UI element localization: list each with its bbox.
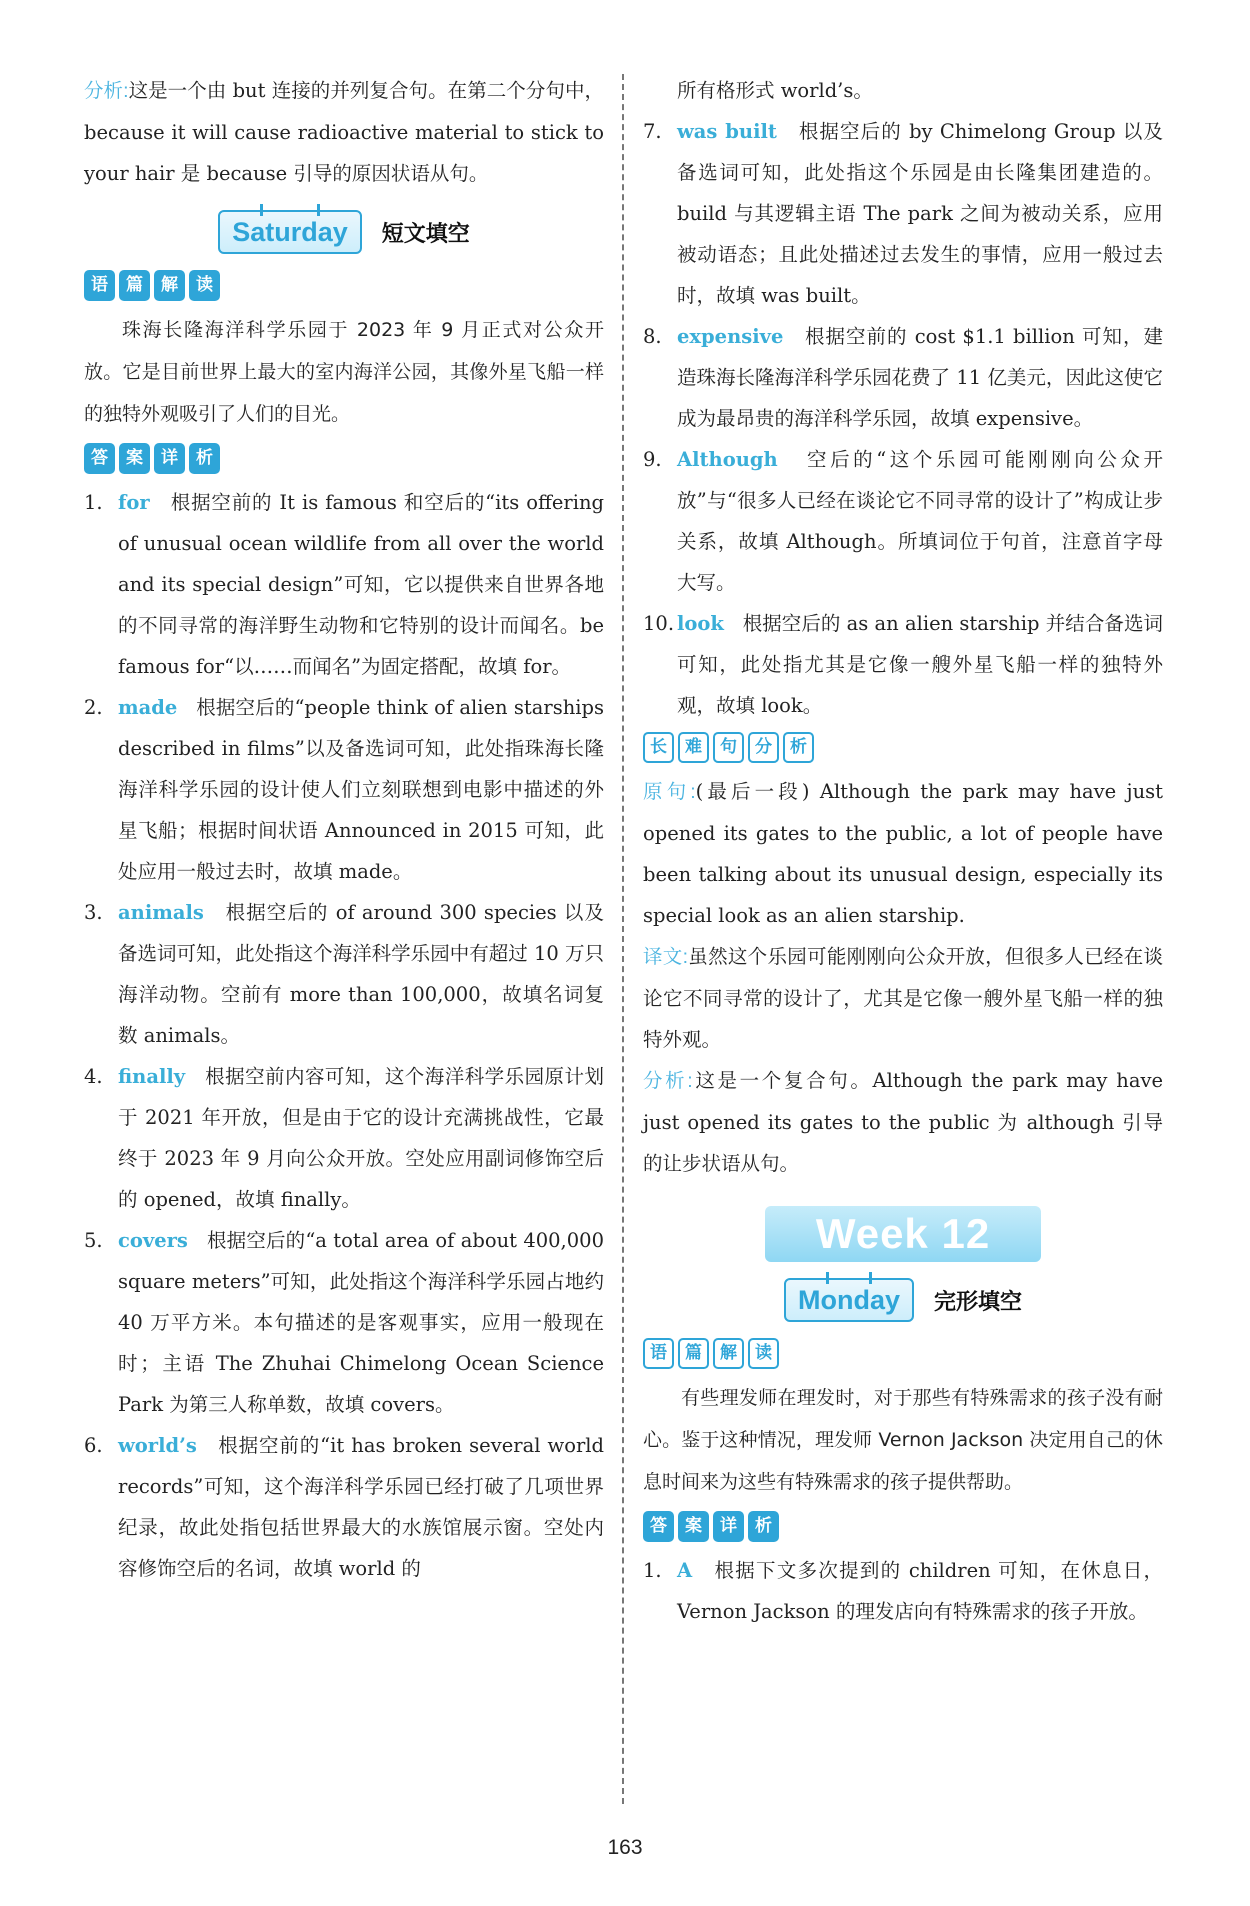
translation-text: 虽然这个乐园可能刚刚向公众开放，但很多人已经在谈论它不同寻常的设计了，尤其是它像一艘外星飞船一样的独特外观。	[643, 945, 1163, 1051]
heading-char: 析	[189, 443, 220, 474]
item-answer: Although	[677, 448, 778, 471]
sentence-analysis-heading	[643, 732, 1163, 763]
answer-item	[643, 603, 1163, 726]
heading-char: 长	[643, 732, 674, 763]
item-explanation: 根据空后的 as an alien starship 并结合备选词可知，此处指尤其是它像一艘外星飞船一样的独特外观，故填 look。	[677, 612, 1163, 717]
answer-section-heading	[84, 443, 604, 474]
analysis-text: 这是一个复合句。Although the park may have just opened its gates to the public 为 although 引导的让步状语从句。	[643, 1069, 1164, 1175]
answer-list	[84, 482, 604, 1589]
item-explanation: 根据空前的 cost $1.1 billion 可知，建造珠海长隆海洋科学乐园花费了 11 亿美元，因此这使它成为最昂贵的海洋科学乐园，故填 expensive。	[677, 325, 1163, 430]
original-label: 原句:	[643, 781, 696, 803]
summary-text: 有些理发师在理发时，对于那些有特殊需求的孩子没有耐心。鉴于这种情况，理发师 Vernon Jackson 决定用自己的休息时间来为这些有特殊需求的孩子提供帮助。	[643, 1387, 1163, 1493]
item-explanation: 空后的“这个乐园可能刚刚向公众开放”与“很多人已经在谈论它不同寻常的设计了”构成让步关系，故填 Although。所填词位于句首，注意首字母大写。	[677, 448, 1163, 594]
heading-char: 读	[189, 270, 220, 301]
column-divider	[622, 74, 624, 1804]
item-explanation: 根据空前内容可知，这个海洋科学乐园原计划于 2021 年开放，但是由于它的设计充满挑战性，它最终于 2023 年 9 月向公众开放。空处应用副词修饰空后的 opened，故填 finally。	[118, 1065, 604, 1211]
heading-char: 案	[119, 443, 150, 474]
reading-section-heading	[643, 1338, 1163, 1369]
page-number: 163	[607, 1836, 643, 1859]
translation	[643, 936, 1163, 1060]
heading-char: 解	[713, 1338, 744, 1369]
monday-header	[643, 1278, 1163, 1322]
day-title: 短文填空	[381, 221, 470, 247]
answer-list-continued	[643, 111, 1163, 726]
item-explanation: 根据空后的 by Chimelong Group 以及备选词可知，此处指这个乐园是由长隆集团建造的。build 与其逻辑主语 The park 之间为被动关系，应用被动语态；且此处描述过去发生的事情，应用一般过去时，故填 was built。	[677, 120, 1163, 307]
reading-section-heading	[84, 270, 604, 301]
heading-char: 答	[643, 1511, 674, 1542]
day-badge: Monday	[784, 1278, 914, 1322]
answer-item	[84, 1425, 604, 1589]
analysis-label: 分析:	[84, 80, 129, 102]
item-explanation: 根据空前的“it has broken several world records”可知，这个海洋科学乐园已经打破了几项世界纪录，故此处指包括世界最大的水族馆展示窗。空处内容修饰空后的名词，故填 world 的	[118, 1434, 604, 1580]
item-number: 7.	[643, 120, 662, 143]
day-badge: Saturday	[218, 210, 362, 254]
item-answer: A	[677, 1559, 693, 1582]
heading-char: 篇	[678, 1338, 709, 1369]
item-explanation: 根据空后的“people think of alien starships described in films”以及备选词可知，此处指珠海长隆海洋科学乐园的设计使人们立刻联想到电影中描述的外星飞船；根据时间状语 Announced in 2015 可知，此处应用一般过去时，故填 made。	[118, 696, 604, 883]
heading-char: 解	[154, 270, 185, 301]
item-answer: covers	[118, 1229, 188, 1252]
heading-char: 详	[154, 443, 185, 474]
item-answer: expensive	[677, 325, 784, 348]
item-number: 5.	[84, 1229, 103, 1252]
left-column	[84, 70, 604, 1589]
sentence-analysis	[643, 1060, 1163, 1184]
item-answer: look	[677, 612, 724, 635]
day-title: 完形填空	[934, 1289, 1023, 1315]
heading-char: 篇	[119, 270, 150, 301]
answer-item	[84, 1220, 604, 1425]
item-explanation: 根据空后的 of around 300 species 以及备选词可知，此处指这个海洋科学乐园中有超过 10 万只海洋动物。空前有 more than 100,000，故填名词复数 animals。	[118, 901, 604, 1047]
heading-char: 详	[713, 1511, 744, 1542]
answer-item	[643, 439, 1163, 603]
item-number: 8.	[643, 325, 662, 348]
item-number: 9.	[643, 448, 662, 471]
saturday-header	[84, 210, 604, 254]
item-answer: finally	[118, 1065, 186, 1088]
heading-char: 句	[713, 732, 744, 763]
continued-item	[643, 70, 1163, 111]
answer-item	[643, 1550, 1163, 1632]
heading-char: 难	[678, 732, 709, 763]
answer-item	[84, 1056, 604, 1220]
indent-spacer	[643, 70, 677, 111]
answer-section-heading	[643, 1511, 1163, 1542]
intro-analysis	[84, 70, 604, 194]
heading-char: 析	[783, 732, 814, 763]
answer-item	[84, 482, 604, 687]
right-column	[643, 70, 1163, 1632]
answer-item	[643, 316, 1163, 439]
heading-char: 读	[748, 1338, 779, 1369]
item-answer: animals	[118, 901, 204, 924]
item-number: 4.	[84, 1065, 103, 1088]
item-explanation: 根据下文多次提到的 children 可知，在休息日，Vernon Jackson 的理发店向有特殊需求的孩子开放。	[677, 1559, 1163, 1623]
item-answer: world’s	[118, 1434, 197, 1457]
reading-summary	[643, 1377, 1163, 1503]
item-explanation: 根据空前的 It is famous 和空后的“its offering of unusual ocean wildlife from all over the world and its special design”可知，它以提供来自世界各地的不同寻常的海洋野生动物和它特别的设计而闻名。be famous for“以……而闻名”为固定搭配，故填 for。	[118, 491, 604, 678]
original-sentence	[643, 771, 1163, 936]
heading-char: 案	[678, 1511, 709, 1542]
item-explanation: 根据空后的“a total area of about 400,000 square meters”可知，此处指这个海洋科学乐园占地约 40 万平方米。本句描述的是客观事实，应用一般现在时；主语 The Zhuhai Chimelong Ocean Science Park 为第三人称单数，故填 covers。	[118, 1229, 604, 1416]
item-number: 1.	[84, 491, 103, 514]
item-answer: was built	[677, 120, 777, 143]
item-number: 1.	[643, 1559, 662, 1582]
analysis-label: 分析:	[643, 1070, 693, 1092]
item-answer: for	[118, 491, 150, 514]
heading-char: 语	[84, 270, 115, 301]
answer-item	[84, 687, 604, 892]
heading-char: 答	[84, 443, 115, 474]
translation-label: 译文:	[643, 946, 688, 968]
answer-item	[643, 111, 1163, 316]
item-number: 2.	[84, 696, 103, 719]
item-answer: made	[118, 696, 178, 719]
answer-item	[84, 892, 604, 1056]
heading-char: 语	[643, 1338, 674, 1369]
item-number: 3.	[84, 901, 103, 924]
week-banner: Week 12	[765, 1206, 1041, 1262]
original-text: (最后一段) Although the park may have just opened its gates to the public, a lot of people have been talking about its unusual design, especially its special look as an alien starship.	[643, 780, 1163, 927]
reading-summary	[84, 309, 604, 435]
analysis-text: 这是一个由 but 连接的并列复合句。在第二个分句中，because it will cause radioactive material to stick to your hair 是 because 引导的原因状语从句。	[84, 79, 605, 185]
summary-text: 珠海长隆海洋科学乐园于 2023 年 9 月正式对公众开放。它是目前世界上最大的室内海洋公园，其像外星飞船一样的独特外观吸引了人们的目光。	[84, 319, 604, 425]
item-number: 10.	[643, 612, 675, 635]
item-number: 6.	[84, 1434, 103, 1457]
heading-char: 析	[748, 1511, 779, 1542]
continued-text: 所有格形式 world’s。	[677, 79, 873, 102]
heading-char: 分	[748, 732, 779, 763]
